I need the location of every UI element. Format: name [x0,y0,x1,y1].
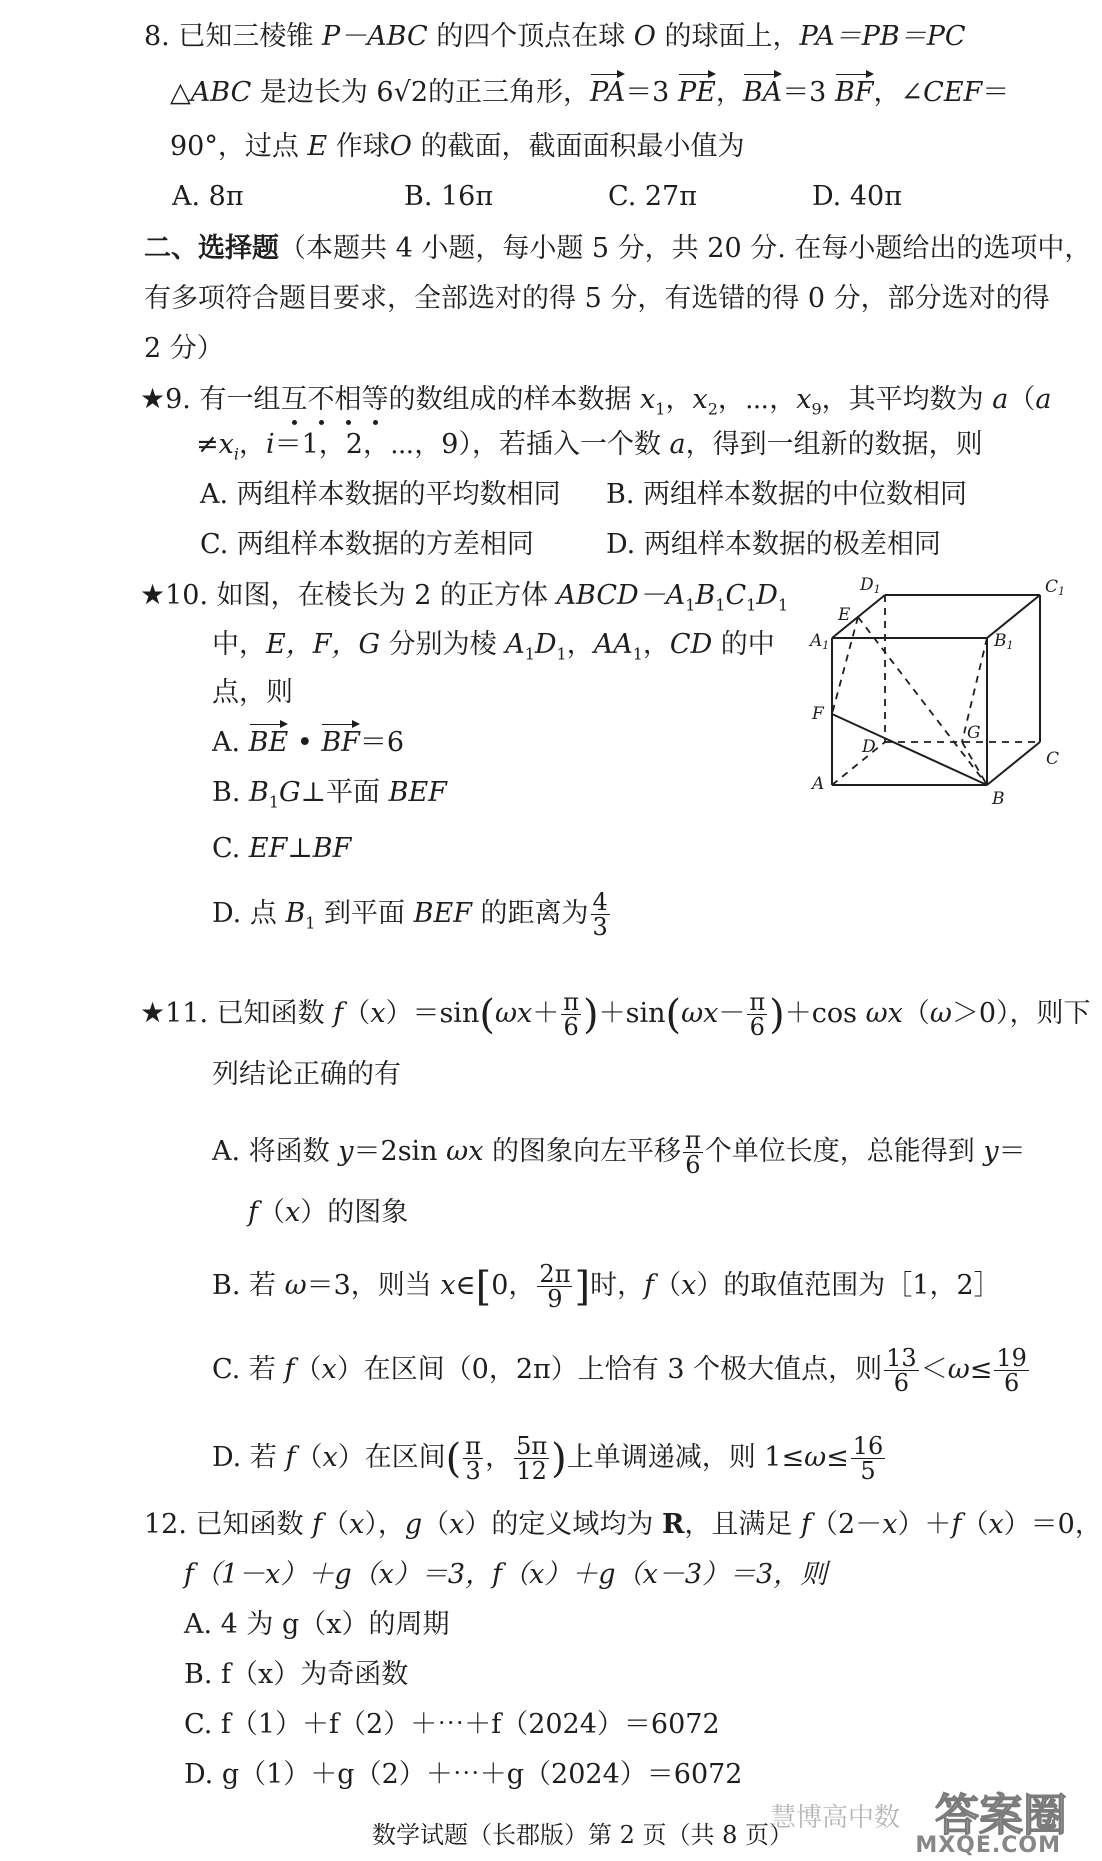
q11-option-a-cont: f（x）的图象 [248,1197,409,1228]
star-icon: ★ [140,382,166,415]
label-g: G [967,723,981,743]
q10-line3: 点，则 [212,677,293,708]
watermark [770,1775,1075,1860]
q8-line1: 8. 已知三棱锥 P－ABC 的四个顶点在球 O 的球面上，PA＝PB＝PC [144,21,966,52]
label-c1: C1 [1045,577,1066,598]
star-icon: ★ [140,578,166,611]
q10-line2: 中，E，F，G 分别为棱 $A_1D_1$，$AA_1$，CD 的中 [212,629,775,664]
q12-option-d: D. g（1）＋g（2）＋⋯＋g（2024）＝6072 [184,1759,743,1790]
fraction: $\frac{2\pi}{9}$ [539,1260,571,1313]
watermark-wechat: 慧博高中数 [770,1803,901,1833]
q11-option-a: A. 将函数 y＝2sin ωx 的图象向左平移 $\frac{\pi}{6}$ 个单位长度，总能得到 y＝ [212,1126,1026,1179]
q12-line1: 12. 已知函数 f（x），g（x）的定义域均为 R，且满足 f（2－x）＋f（x）＝0， [144,1509,1102,1540]
label-c: C [1046,749,1060,769]
vector-be: BE [248,727,289,758]
q8-line3: 90°，过点 E 作球O 的截面，截面面积最小值为 [170,131,745,162]
watermark-url: MXQE.COM [915,1833,1061,1858]
q9-option-a: A. 两组样本数据的平均数相同 [200,479,561,510]
fraction: $\frac{5\pi}{12}$ [516,1432,548,1485]
fraction: $\frac{19}{6}$ [996,1344,1027,1397]
vector-bf: BF [321,727,360,758]
section2-line3: 2 分） [144,333,224,364]
q10-line1: ★10. 如图，在棱长为 2 的正方体 $ABCD-A_1B_1C_1D_1$ [140,578,789,615]
vector-ba: BA [742,77,783,108]
section2-line2: 有多项符合题目要求，全部选对的得 5 分，有选错的得 0 分，部分选对的得 [144,283,1050,314]
q12-option-c: C. f（1）＋f（2）＋⋯＋f（2024）＝6072 [184,1709,720,1740]
q10-option-d: D. 点 $B_1$ 到平面 BEF 的距离为 $\frac{4}{3}$ [212,888,608,941]
q8-option-b: B. 16π [404,181,494,212]
fraction: $\frac{\pi}{6}$ [563,988,579,1041]
fraction: $\frac{13}{6}$ [886,1344,917,1397]
fraction: $\frac{\pi}{6}$ [685,1126,701,1179]
q9-option-b: B. 两组样本数据的中位数相同 [606,479,968,510]
label-b: B [992,789,1005,809]
q10-option-c: C. EF⊥BF [212,833,352,864]
cube-diagram [810,570,1066,810]
q8-option-a: A. 8π [172,181,244,212]
page-footer: 数学试题（长郡版）第 2 页（共 8 页） [372,1821,794,1849]
q10-option-b: B. $B_1G\perp$平面 BEF [212,777,447,812]
q11-line1: ★11. 已知函数 f（x）＝sin(ωx＋ $\frac{\pi}{6}$ )＋sin(ωx－ $\frac{\pi}{6}$ )＋cos ωx（ω＞0），则下 [140,988,1091,1041]
q8-option-d: D. 40π [812,181,902,212]
fraction: $\frac{\pi}{6}$ [749,988,766,1041]
q12-line2: f（1－x）＋g（x）＝3，f（x）＋g（x－3）＝3，则 [184,1559,828,1590]
q11-line2: 列结论正确的有 [212,1059,401,1090]
label-f: F [812,704,824,724]
vector-bf: BF [834,77,874,108]
q11-option-c: C. 若 f（x）在区间（0，2π）上恰有 3 个极大值点，则 $\frac{13}{6}$ ＜ω≤ $\frac{19}{6}$ [212,1344,1027,1397]
label-a: A [812,774,825,794]
q9-line1: ★9. 有一组互不相等的数组成的样本数据 $x_1$，$x_2$，⋯，$x_9$，其平均数为 a（a [140,382,1052,419]
label-a1: A1 [810,631,830,652]
q11-option-b: B. 若 ω＝3，则当 x∈[0， $\frac{2\pi}{9}$ ]时，f（x）的取值范围为［1，2］ [212,1260,1001,1313]
q10-option-a: A. BE • BF＝6 [212,727,405,758]
watermark-logo: 答案圈 [935,1790,1067,1841]
star-icon: ★ [140,996,166,1029]
label-e: E [838,605,851,625]
q12-option-a: A. 4 为 g（x）的周期 [184,1609,450,1640]
q9-options-row1 [200,478,967,512]
q11-option-d: D. 若 f（x）在区间( $\frac{\pi}{3}$ ， $\frac{5\pi}{12}$ )上单调递减，则 1≤ω≤ $\frac{16}{5}$ [212,1432,884,1485]
section2-title: 二、选择题 [144,233,279,264]
vector-pa: PA [590,77,626,108]
fraction: $\frac{16}{5}$ [852,1432,884,1485]
q9-option-c: C. 两组样本数据的方差相同 [200,529,534,560]
label-d1: D1 [860,575,881,596]
q9-options-row2 [200,528,941,562]
section2-line1: 二、选择题（本题共 4 小题，每小题 5 分，共 20 分. 在每小题给出的选项中， [144,233,1092,264]
q8-line2: △ABC 是边长为 6√2的正三角形，PA＝3 PE，BA＝3 BF，∠CEF＝ [170,77,1010,108]
q9-option-d: D. 两组样本数据的极差相同 [606,529,941,560]
q8-option-c: C. 27π [608,181,697,212]
q8-options [172,180,902,214]
label-d: D [862,737,876,757]
q9-line2: $\ne x_i$，i＝1，2，⋯，9），若插入一个数 a，得到一组新的数据，则 [196,429,983,464]
label-b1: B1 [994,631,1014,652]
q12-option-b: B. f（x）为奇函数 [184,1659,409,1690]
fraction: $\frac{4}{3}$ [592,888,608,941]
vector-pe: PE [677,77,716,108]
fraction: $\frac{\pi}{3}$ [465,1432,482,1485]
